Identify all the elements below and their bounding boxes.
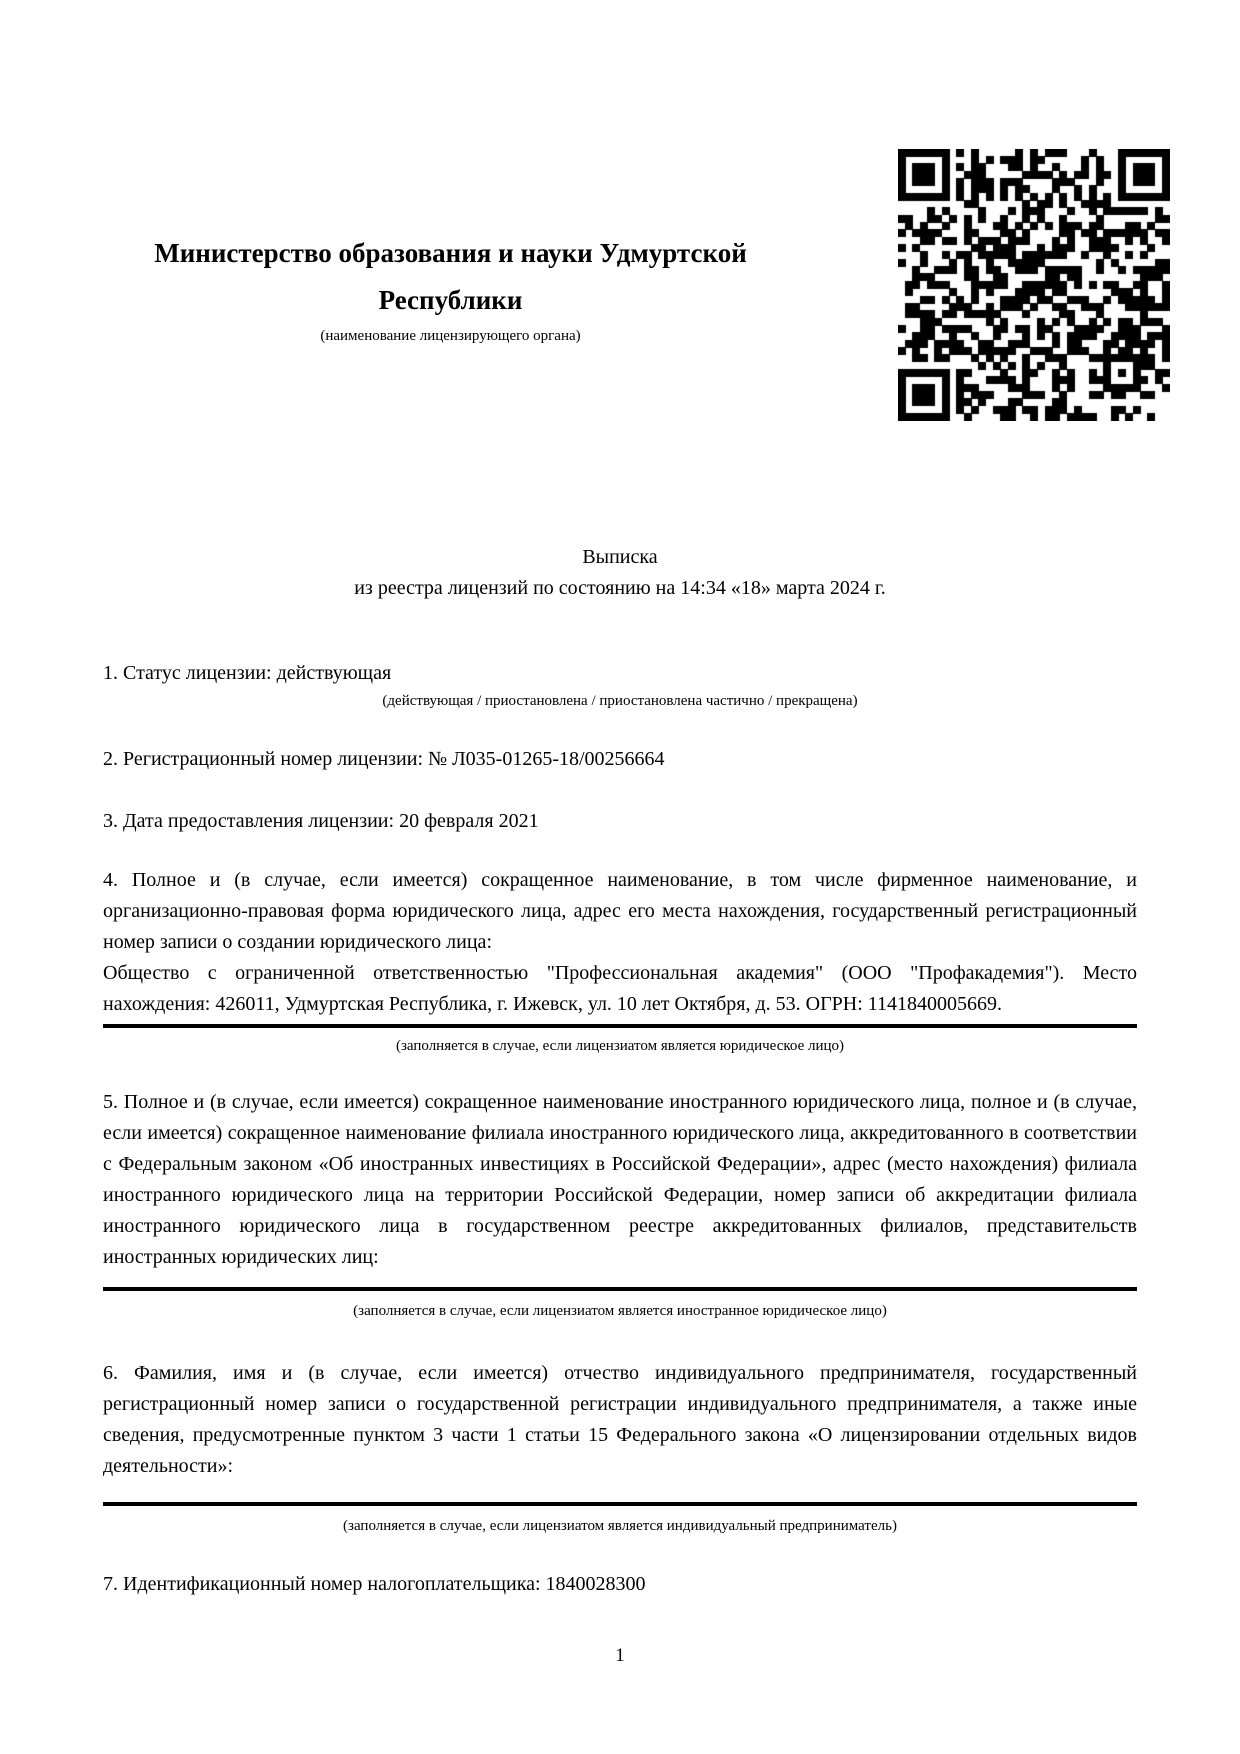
item-6-blank-fill-line: [103, 1502, 1137, 1506]
licensing-authority-name: Министерство образования и науки Удмуртской Республики: [154, 238, 747, 315]
item-4-note: (заполняется в случае, если лицензиатом является юридическое лицо): [395, 1038, 845, 1054]
item-2-registration-number: 2. Регистрационный номер лицензии: № Л035-01265-18/00256664: [103, 748, 665, 770]
item-6-note: (заполняется в случае, если лицензиатом является индивидуальный предприниматель): [343, 1518, 897, 1534]
item-5-note: (заполняется в случае, если лицензиатом является иностранное юридическое лицо): [353, 1303, 887, 1319]
item-3-grant-date: 3. Дата предоставления лицензии: 20 февраля 2021: [103, 810, 539, 832]
licensing-authority-block: [103, 230, 798, 346]
item-1-license-status: 1. Статус лицензии: действующая: [103, 662, 392, 684]
item-7-taxpayer-id: 7. Идентификационный номер налогоплательщика: 1840028300: [103, 1573, 646, 1595]
item-4-legal-entity-prompt: 4. Полное и (в случае, если имеется) сокращенное наименование, в том числе фирменное наименование, и организационно-правовая форма юридического лица, адрес его места нахождения, государственный регистрационный номер записи о создании юридического лица:: [103, 869, 1137, 953]
licensing-authority-caption: (наименование лицензирующего органа): [320, 328, 581, 344]
document-title: Выписка: [582, 546, 658, 568]
item-1-note: (действующая / приостановлена / приостановлена частично / прекращена): [382, 693, 858, 709]
document-header: [103, 0, 1137, 542]
item-5-foreign-entity-prompt: 5. Полное и (в случае, если имеется) сокращенное наименование иностранного юридического лица, полное и (в случае, если имеется) сокращенное наименование филиала иностранного юридического лица, аккредитованного в соответствии с Федеральным законом «Об иностранных инвестициях в Российской Федерации», адрес (место нахождения) филиала иностранного юридического лица на территории Российской Федерации, номер записи об аккредитации филиала иностранного юридического лица в государственном реестре аккредитованных филиалов, представительств иностранных юридических лиц:: [103, 1091, 1137, 1268]
qr-code-block: [898, 149, 1170, 421]
page-number: 1: [615, 1645, 625, 1666]
document-title-block: [103, 542, 1137, 604]
item-4-legal-entity-value: Общество с ограниченной ответственностью "Профессиональная академия" (ООО "Профакадемия"). Место нахождения: 426011, Удмуртская Республика, г. Ижевск, ул. 10 лет Октября, д. 53. ОГРН: 1141840005669.: [103, 958, 1137, 1028]
item-6-individual-entrepreneur-prompt: 6. Фамилия, имя и (в случае, если имеется) отчество индивидуального предпринимателя, государственный регистрационный номер записи о государственной регистрации индивидуального предпринимателя, а также иные сведения, предусмотренные пунктом 3 части 1 статьи 15 Федерального закона «О лицензировании отдельных видов деятельности»:: [103, 1362, 1137, 1477]
item-5-blank-fill-line: [103, 1287, 1137, 1291]
document-subtitle: из реестра лицензий по состоянию на 14:34 «18» марта 2024 г.: [354, 577, 886, 599]
qr-code-icon: [898, 149, 1170, 421]
